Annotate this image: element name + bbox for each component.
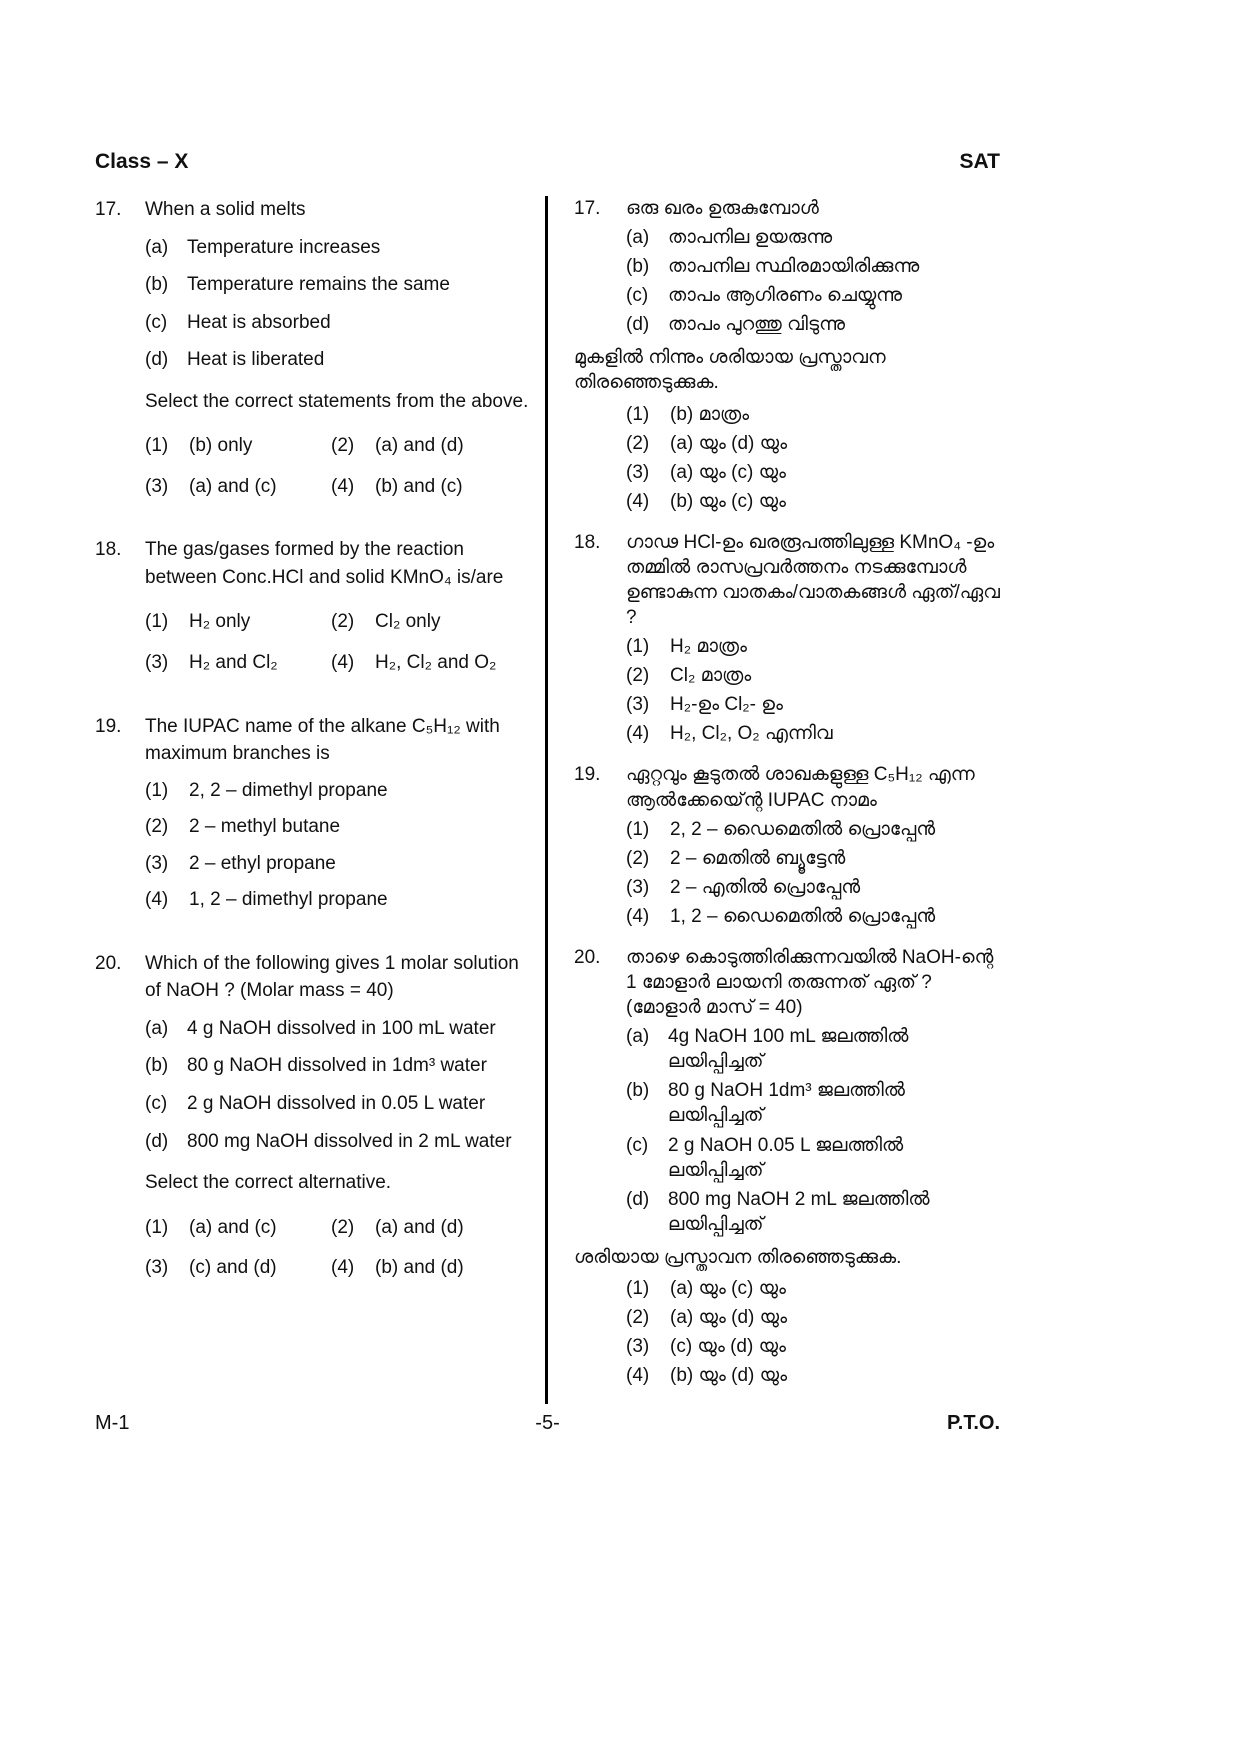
answer-choices [626,1276,1000,1388]
answer-choice [145,432,331,460]
answer-text: (b) യും (c) യും [670,490,786,512]
question-19-ml [574,762,1000,928]
answer-label: (3) [145,652,169,674]
answer-choice [145,649,331,677]
answer-choice [626,846,1000,871]
answer-text: 2 – മെതിൽ ബ്യൂട്ടേൻ [670,847,846,869]
answer-text: (c) and (d) [189,1257,277,1279]
malayalam-column [548,196,1000,1404]
answer-label: (3) [145,1257,169,1279]
answer-label: (4) [331,475,355,497]
answer-choice [626,875,1000,900]
question-number: 17. [95,199,122,220]
question-text: ഏറ്റവും കൂടുതൽ ശാഖകളുള്ള C₅H₁₂ എന്ന ആൽക്കേയ്ന്റെ IUPAC നാമം [626,764,975,811]
answer-text: (a) യും (c) യും [670,461,786,483]
answer-text: 2 – methyl butane [189,816,341,838]
answer-text: (b) only [189,435,253,457]
question-text: The IUPAC name of the alkane C₅H₁₂ with maximum branches is [145,715,500,765]
question-20-ml [574,945,1000,1388]
answer-choice [331,649,531,677]
answer-label: (3) [626,1336,650,1358]
option-text: 800 mg NaOH 2 mL ജലത്തിൽ ലയിപ്പിച്ചത് [668,1188,930,1235]
english-column [95,196,545,1404]
option-row [145,309,531,337]
answer-label: (3) [626,694,650,716]
option-label: (b) [145,274,169,296]
option-row [626,1133,1000,1183]
answer-choice [331,1254,531,1282]
answer-label: (1) [626,818,650,840]
answer-text: H₂ and Cl₂ [189,652,278,674]
option-label: (b) [626,1080,650,1102]
option-text: 4g NaOH 100 mL ജലത്തിൽ ലയിപ്പിച്ചത് [668,1026,909,1073]
question-text: Which of the following gives 1 molar solution of NaOH ? (Molar mass = 40) [145,952,519,1002]
answer-choice [626,1363,1000,1388]
answer-text: (b) and (c) [375,475,463,497]
answer-text: (b) and (d) [375,1257,464,1279]
option-row [145,1090,531,1118]
answer-label: (2) [626,665,650,687]
option-label: (d) [626,314,650,336]
answer-text: H₂, Cl₂ and O₂ [375,652,497,674]
answer-choice [626,1334,1000,1359]
answer-text: (c) യും (d) യും [670,1336,786,1358]
answer-text: Cl₂ only [375,611,441,633]
answer-label: (4) [626,490,650,512]
instruction-text: Select the correct statements from the above. [145,390,529,412]
option-text: 80 g NaOH 1dm³ ജലത്തിൽ ലയിപ്പിച്ചത് [668,1080,905,1127]
answer-choice [626,692,1000,717]
answer-text: (a) യും (c) യും [670,1277,786,1299]
option-label: (d) [145,349,169,371]
question-text: താഴെ കൊടുത്തിരിക്കുന്നവയിൽ NaOH-ന്റെ 1 മോളാർ ലായനി തരുന്നത് ഏത് ? (മോളാർ മാസ് = 40) [626,946,994,1019]
question-19-en [95,713,531,914]
answer-choice [145,1214,331,1242]
option-row [626,312,1000,337]
instruction-text: മുകളിൽ നിന്നും ശരിയായ പ്രസ്താവന തിരഞ്ഞെടുക്കുക. [574,347,886,394]
answer-choice [626,460,1000,485]
answer-choice [626,402,1000,427]
option-label: (a) [145,236,169,258]
answer-text: Cl₂ മാത്രം [670,665,752,687]
option-text: 4 g NaOH dissolved in 100 mL water [187,1017,496,1039]
answer-label: (4) [331,1257,355,1279]
question-number: 18. [574,531,601,553]
option-text: താപം ആഗിരണം ചെയ്യുന്നു [668,285,903,307]
question-20-en [95,950,531,1282]
answer-choice [145,886,531,914]
answer-label: (4) [331,652,355,674]
answer-label: (2) [626,432,650,454]
answer-label: (1) [626,1277,650,1299]
answer-text: 2 – ethyl propane [189,852,336,874]
answer-choices [626,634,1000,746]
answer-label: (4) [626,723,650,745]
option-label: (b) [626,256,650,278]
option-label: (c) [145,311,168,333]
instruction-text: ശരിയായ പ്രസ്താവന തിരഞ്ഞെടുക്കുക. [574,1246,902,1268]
question-18-en [95,536,531,676]
answer-label: (2) [331,1216,355,1238]
pto-label: P.T.O. [947,1412,1001,1435]
option-text: 2 g NaOH dissolved in 0.05 L water [187,1093,486,1115]
option-row [626,283,1000,308]
question-number: 20. [95,952,122,974]
answer-label: (2) [331,435,355,457]
page-number: -5- [535,1412,560,1435]
answer-label: (3) [626,876,650,898]
answer-label: (3) [145,475,169,497]
answer-choice [626,817,1000,842]
answer-label: (1) [145,611,169,633]
option-label: (c) [626,1134,649,1156]
answer-text: H₂, Cl₂, O₂ എന്നിവ [670,723,833,745]
answer-label: (4) [145,889,169,911]
question-18-ml [574,530,1000,747]
exam-title: SAT [959,150,1000,173]
option-row [145,271,531,299]
option-text: Temperature remains the same [187,274,450,296]
answer-label: (4) [626,905,650,927]
answer-text: (b) മാത്രം [670,403,750,425]
question-number: 17. [574,198,601,219]
option-text: 800 mg NaOH dissolved in 2 mL water [187,1130,512,1152]
option-text: 80 g NaOH dissolved in 1dm³ water [187,1055,487,1077]
answer-label: (2) [626,1306,650,1328]
answer-choices [626,402,1000,514]
option-row [145,234,531,262]
answer-text: 2 – എതിൽ പ്രൊപ്പേൻ [670,876,861,898]
answer-choice [145,850,531,878]
answer-choice [626,721,1000,746]
answer-choices [145,777,531,914]
answer-choice [626,431,1000,456]
option-text: താപം പുറത്തു വിടുന്നു [668,314,845,336]
answer-text: H₂ only [189,611,251,633]
question-17-en [95,196,531,500]
answer-label: (1) [145,779,169,801]
answer-text: (a) and (d) [375,435,464,457]
question-number: 19. [574,764,601,786]
answer-choice [145,777,531,805]
question-text: ഗാഢ HCl-ഉം ഖരരൂപത്തിലുള്ള KMnO₄ -ഉം തമ്മിൽ രാസപ്രവർത്തനം നടക്കുമ്പോൾ ഉണ്ടാകുന്ന വാതകം/വാതകങ്ങൾ ഏത്/ഏവ ? [626,531,1000,629]
option-text: Heat is absorbed [187,311,331,333]
answer-text: (b) യും (d) യും [670,1365,788,1387]
option-text: Heat is liberated [187,349,325,371]
answer-label: (1) [145,435,169,457]
option-label: (a) [626,1026,650,1048]
question-number: 18. [95,539,122,561]
option-label: (d) [626,1188,650,1210]
option-label: (c) [626,285,649,307]
answer-choice [331,1214,531,1242]
answer-choices [626,817,1000,929]
answer-choice [626,663,1000,688]
answer-text: (a) യും (d) യും [670,1306,788,1328]
answer-choice [331,608,531,636]
option-row [626,1078,1000,1128]
answer-text: 1, 2 – ഡൈമെതിൽ പ്രൊപ്പേൻ [670,905,936,927]
option-text: 2 g NaOH 0.05 L ജലത്തിൽ ലയിപ്പിച്ചത് [668,1134,904,1181]
answer-text: (a) and (d) [375,1216,464,1238]
answer-choice [331,432,531,460]
answer-label: (2) [331,611,355,633]
answer-text: (a) യും (d) യും [670,432,788,454]
answer-choice [145,608,331,636]
answer-choices [145,608,531,676]
page-footer [95,1412,1000,1435]
answer-text: 2, 2 – ഡൈമെതിൽ പ്രൊപ്പേൻ [670,818,936,840]
answer-choice [145,813,531,841]
question-text: The gas/gases formed by the reaction between Conc.HCl and solid KMnO₄ is/are [145,539,504,588]
question-text: When a solid melts [145,199,306,220]
page-header [95,150,1000,174]
instruction-text: Select the correct alternative. [145,1172,392,1194]
class-title: Class – X [95,150,189,173]
answer-choice [331,473,531,501]
option-text: താപനില ഉയരുന്നു [668,227,833,249]
content-columns [95,196,1000,1404]
option-row [145,1128,531,1156]
question-number: 20. [574,946,601,968]
option-text: Temperature increases [187,236,381,258]
answer-text: H₂-ഉം Cl₂- ഉം [670,694,783,716]
option-label: (a) [626,227,650,249]
question-17-ml [574,196,1000,514]
answer-choice [145,473,331,501]
option-label: (a) [145,1017,169,1039]
answer-choices [145,1214,531,1282]
answer-text: (a) and (c) [189,475,277,497]
option-row [145,1052,531,1080]
answer-text: 1, 2 – dimethyl propane [189,889,388,911]
answer-text: 2, 2 – dimethyl propane [189,779,388,801]
answer-choice [626,489,1000,514]
answer-choice [626,904,1000,929]
answer-text: H₂ മാത്രം [670,636,747,658]
answer-choice [626,634,1000,659]
answer-label: (2) [145,816,169,838]
option-text: താപനില സ്ഥിരമായിരിക്കുന്നു [668,256,920,278]
option-row [626,1024,1000,1074]
answer-label: (1) [145,1216,169,1238]
answer-label: (4) [626,1365,650,1387]
answer-choice [145,1254,331,1282]
answer-label: (3) [145,852,169,874]
answer-text: (a) and (c) [189,1216,277,1238]
option-row [626,254,1000,279]
option-row [145,346,531,374]
option-row [626,225,1000,250]
question-text: ഒരു ഖരം ഉരുകുമ്പോൾ [626,198,819,219]
option-label: (b) [145,1055,169,1077]
question-number: 19. [95,715,122,737]
answer-label: (1) [626,636,650,658]
answer-choices [145,432,531,500]
answer-label: (1) [626,403,650,425]
answer-label: (2) [626,847,650,869]
answer-label: (3) [626,461,650,483]
answer-choice [626,1276,1000,1301]
form-code: M-1 [95,1412,130,1435]
option-label: (c) [145,1093,168,1115]
option-row [626,1187,1000,1237]
option-row [145,1015,531,1043]
answer-choice [626,1305,1000,1330]
option-label: (d) [145,1130,169,1152]
